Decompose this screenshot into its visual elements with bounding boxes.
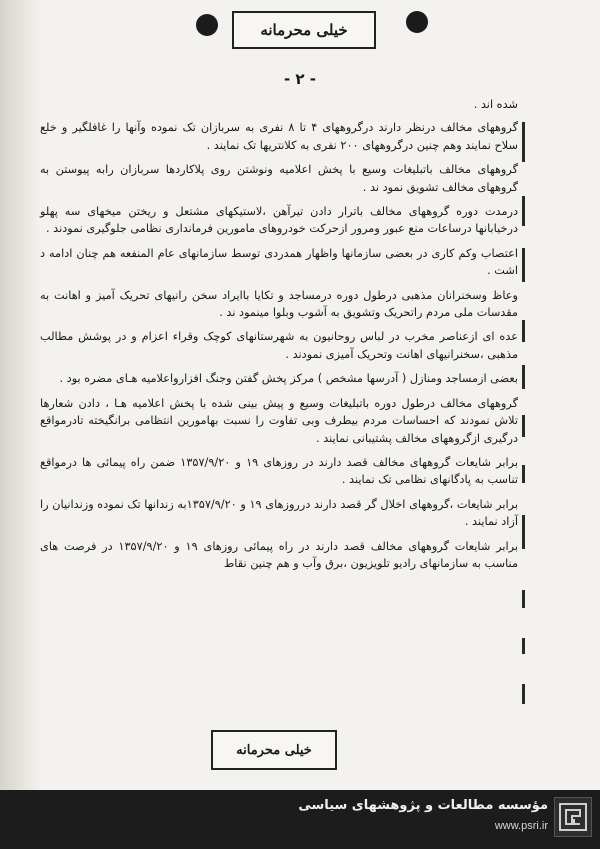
margin-mark [522, 122, 525, 162]
report-item: برابر شایعات ،گروههای اخلال گر قصد دارند درروزهای ۱۹ و ۱۳۵۷/۹/۲۰به زندانها تک نموده وزندانیان را آزاد نمایند . [40, 497, 519, 529]
report-item: بعضی ازمساجد ومنازل ( آدرسها مشخص ) مرکز پخش گفتن وجنگ افزارواعلامیه هـای مضره بود . [59, 372, 518, 386]
institute-name: مؤسسه مطالعات و پژوهشهای سیاسی [298, 798, 548, 813]
margin-mark [522, 590, 525, 608]
document-body [40, 96, 518, 579]
report-item: درمدت دوره گروههای مخالف باترار دادن تیرآهن ،لاستیکهای مشتعل و ریختن میخهای سه پهلو درخیابانها درساعات منع عبور ومرور ازحرکت خودروهای مامورین فرمانداری نظامی جلوگیری نمودند . [40, 205, 518, 236]
continuation-text: شده اند . [473, 98, 518, 111]
margin-mark [522, 196, 525, 226]
report-item: برابر شایعات گروههای مخالف قصد دارند در روزهای ۱۹ و ۱۳۵۷/۹/۲۰ ضمن راه پیمائی ها درمواقع تناسب به پادگانهای نظامی تک نمایند . [40, 455, 518, 487]
margin-mark [522, 684, 525, 704]
margin-mark [522, 320, 525, 342]
institute-url[interactable]: www.psri.ir [494, 820, 548, 832]
report-item: برابر شایعات گروههای مخالف قصد دارند در راه پیمائی روزهای ۱۹ و ۱۳۵۷/۹/۲۰ در فرصت های مناسب به سازمانهای رادیو تلویزیون ،برق وآب و هم چنین نقاط [40, 539, 518, 570]
margin-mark [522, 638, 525, 654]
classification-stamp-bottom: خیلی محرمانه [211, 730, 337, 770]
report-item: گروههای مخالف درنظر دارند درگروههای ۴ تا ۸ نفری به سربازان تک نموده وآنها را غافلگیر و خلع سلاح نمایند وهم چنین درگروههای ۲۰۰ نفری به کلانتریها تک نمایند . [40, 121, 518, 152]
classification-stamp-top: خیلی محرمانه [232, 11, 376, 49]
margin-mark [522, 515, 525, 549]
page-number: - ۲ - [283, 70, 317, 88]
institute-logo-icon [554, 797, 592, 837]
margin-mark [522, 465, 525, 483]
report-item: اعتصاب وکم کاری در بعضی سازمانها واظهار همدردی توسط سازمانهای عام المنفعه هم چنان ادامه د اشت . [40, 246, 518, 278]
report-item: گروههای مخالف باتبلیغات وسیع با پخش اعلامیه ونوشتن روی پلاکاردها سربازان رابه پیوستن به گروههای مخالف تشویق نمود ند . [40, 163, 518, 194]
margin-mark [522, 365, 525, 389]
punch-hole [406, 11, 428, 33]
report-item: عده ای ازعناصر مخرب در لباس روحانیون به شهرستانهای کوچک وقراء اعزام و در پوشش مطالب مذهبی ،سخنرانیهای اهانت وتحریک آمیزی نمودند . [40, 330, 518, 361]
report-item: وعاظ وسخنرانان مذهبی درطول دوره درمساجد و تکایا باایراد سخن رانیهای تحریک آمیز و اهانت به مقدسات ملی مردم راتحریک وتشویق به آشوب وبلوا مینمود ند . [40, 288, 518, 320]
margin-mark [522, 248, 525, 282]
punch-hole [196, 14, 218, 36]
report-item: گروههای مخالف درطول دوره باتبلیغات وسیع و پیش بینی شده با پخش اعلامیه هـا ، دادن شعارها تلاش نمودند که احساسات مردم بیطرف وبی تفاوت را نسبت بهامورین انتظامی برانگیخته تادرمواقع درگیری ازگروههای مخالف پشتیبانی نمایند . [40, 396, 518, 445]
margin-mark [522, 415, 525, 437]
